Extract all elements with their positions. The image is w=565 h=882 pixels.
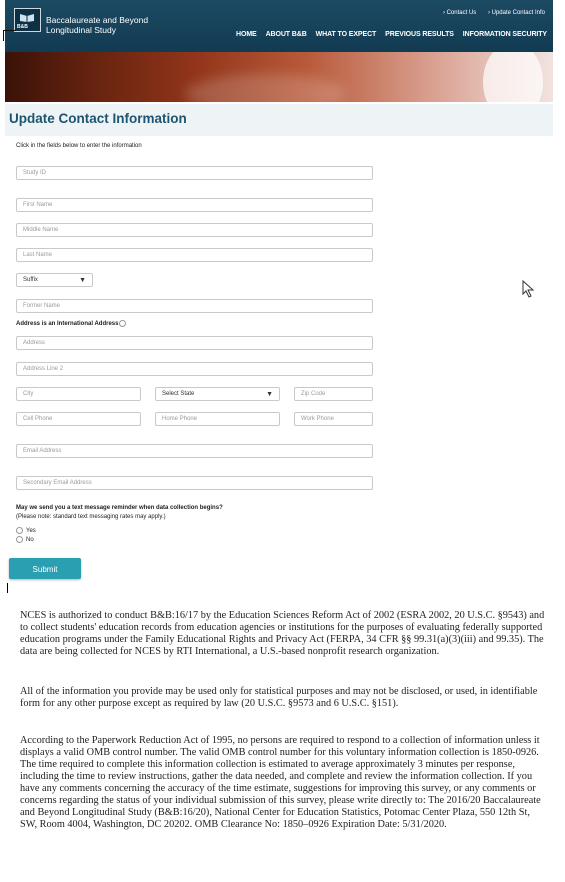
legal-paragraph-confidentiality: All of the information you provide may be used only for statistical purposes and may not be disclosed, or used, in identifiable form for any other purpose except as required by law (20 U.S.C. §9573 and 6 U.S.C. §151).: [20, 686, 538, 709]
bb-logo[interactable]: [14, 8, 41, 32]
sms-question: May we send you a text message reminder when data collection begins?: [16, 505, 223, 511]
suffix-select[interactable]: [16, 273, 93, 287]
book-icon: [19, 12, 35, 22]
study-id-input[interactable]: Study ID: [16, 166, 373, 180]
submit-button[interactable]: Submit: [9, 558, 81, 579]
dropdown-arrow-icon: ▼: [79, 277, 86, 284]
form-instructions: Click in the fields below to enter the information: [16, 143, 142, 149]
corner-mark: [3, 30, 16, 41]
logo-text: B&B: [17, 24, 28, 30]
main-nav: [229, 31, 547, 38]
last-name-input[interactable]: Last Name: [16, 248, 373, 262]
info-icon[interactable]: [119, 320, 126, 327]
nav-what-to-expect[interactable]: WHAT TO EXPECT: [315, 31, 377, 38]
radio-yes-icon[interactable]: [16, 527, 23, 534]
page-title: Update Contact Information: [9, 111, 187, 126]
radio-yes-label: Yes: [26, 528, 36, 535]
mouse-cursor-icon: [522, 280, 536, 298]
city-input[interactable]: City: [16, 387, 141, 401]
work-phone-input[interactable]: Work Phone: [294, 412, 373, 426]
first-name-input[interactable]: First Name: [16, 198, 373, 212]
international-address-text: Address is an International Address: [16, 321, 119, 328]
nav-previous-results[interactable]: PREVIOUS RESULTS: [385, 31, 454, 38]
nav-information-security[interactable]: INFORMATION SECURITY: [462, 31, 547, 38]
nav-about[interactable]: ABOUT B&B: [265, 31, 307, 38]
zip-code-input[interactable]: Zip Code: [294, 387, 373, 401]
text-caret: [7, 583, 8, 593]
update-contact-info-link[interactable]: › Update Contact Info: [487, 10, 545, 16]
site-title[interactable]: [46, 15, 148, 35]
utility-links: [433, 10, 545, 16]
suffix-select-value: Suffix: [23, 277, 38, 283]
nav-home[interactable]: HOME: [236, 31, 257, 38]
radio-yes[interactable]: [16, 527, 36, 534]
contact-us-link[interactable]: › Contact Us: [442, 10, 477, 16]
address-input[interactable]: Address: [16, 336, 373, 350]
legal-paragraph-authority: NCES is authorized to conduct B&B:16/17 by the Education Sciences Reform Act of 2002 (ESRA 2002, 20 U.S.C. §9543) and to collect students' education records from education agencies or institutions for the purposes of evaluating federally supported education programs under the Family Educational Rights and Privacy Act (FERPA, 34 CFR §§ 99.31(a)(3)(iii) and 99.35). The data are being collected for NCES by RTI International, a U.S.-based nonprofit research organization.: [20, 610, 545, 657]
former-name-input[interactable]: Former Name: [16, 299, 373, 313]
radio-no-label: No: [26, 537, 34, 544]
home-phone-input[interactable]: Home Phone: [155, 412, 280, 426]
international-address-label[interactable]: [16, 320, 126, 327]
address-line2-input[interactable]: Address Line 2: [16, 362, 373, 376]
state-select[interactable]: [155, 387, 280, 401]
site-title-line2: Longitudinal Study: [46, 25, 116, 35]
middle-name-input[interactable]: Middle Name: [16, 223, 373, 237]
email-input[interactable]: Email Address: [16, 444, 373, 458]
legal-paragraph-paperwork: According to the Paperwork Reduction Act of 1995, no persons are required to respond to a collection of information unless it displays a valid OMB control number. The valid OMB control number for this voluntary information collection is 1850-0926. The time required to complete this information collection is estimated to average approximately 3 minutes per response, including the time to review instructions, gather the data needed, and complete and review the information collection. If you have any comments concerning the accuracy of the time estimate, suggestions for improving this survey, or any comments or concerns regarding the status of your individual submission of this survey, please write directly to: The 2016/20 Baccalaureate and Beyond Longitudinal Study (B&B:16/20), National Center for Education Statistics, Potomac Center Plaza, 550 12th St, SW, Room 4004, Washington, DC 20202. OMB Clearance No: 1850–0926 Expiration Date: 5/31/2020.: [20, 735, 541, 830]
secondary-email-input[interactable]: Secondary Email Address: [16, 476, 373, 490]
hero-banner: [5, 52, 553, 102]
site-header: [5, 0, 553, 52]
title-band: [5, 104, 553, 136]
radio-no[interactable]: [16, 536, 34, 543]
radio-no-icon[interactable]: [16, 536, 23, 543]
site-title-line1: Baccalaureate and Beyond: [46, 15, 149, 25]
sms-note: (Please note: standard text messaging rates may apply.): [16, 514, 166, 520]
state-select-value: Select State: [162, 391, 195, 397]
dropdown-arrow-icon: ▼: [266, 391, 273, 398]
cell-phone-input[interactable]: Cell Phone: [16, 412, 141, 426]
